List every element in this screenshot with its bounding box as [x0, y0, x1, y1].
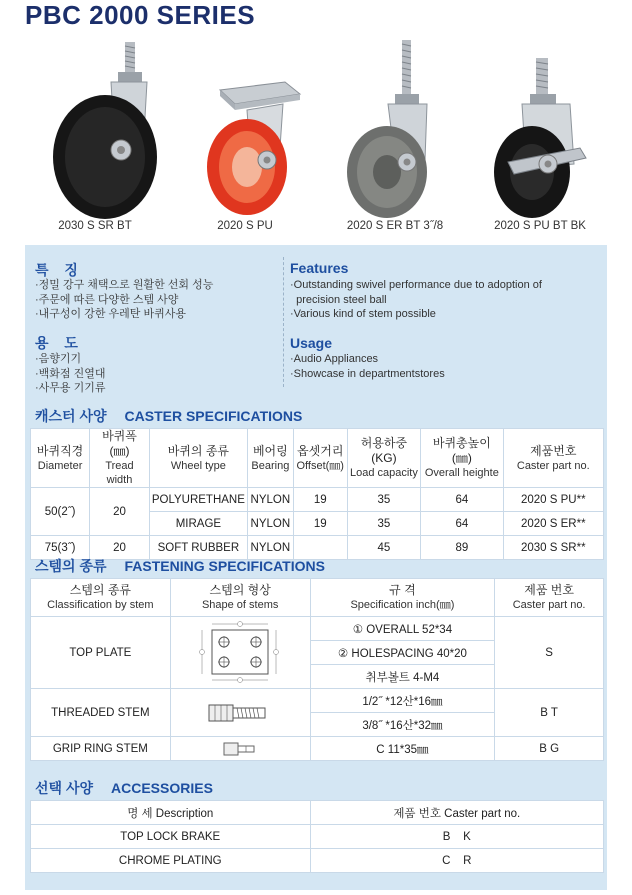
- cell-width: 20: [90, 488, 150, 536]
- list-item: precision steel ball: [290, 293, 387, 306]
- header-offset: 옵셋거리 Offset(㎜): [293, 429, 347, 488]
- table-row: [31, 849, 604, 873]
- threaded-stem-drawing-icon: [205, 701, 275, 725]
- cell-height: 64: [421, 512, 503, 536]
- caster-spec-title: [35, 406, 302, 426]
- product-2020-s-er-bt: [325, 32, 465, 242]
- cell-stem-shape: [170, 689, 310, 737]
- table-header-row: [31, 579, 604, 617]
- product-caption: 2030 S SR BT: [58, 220, 132, 232]
- table-header-row: [31, 801, 604, 825]
- cell-height: 64: [421, 488, 503, 512]
- caster-spec-title-ko: 캐스터 사양: [35, 408, 107, 424]
- table-row: [31, 488, 604, 512]
- fastening-spec-title-ko: 스템의 종류: [35, 558, 107, 574]
- cell-desc: TOP LOCK BRAKE: [31, 825, 311, 849]
- product-2020-s-pu-bt-bk: [470, 32, 610, 242]
- accessories-title-ko: 선택 사양: [35, 780, 93, 796]
- list-item: ·음향기기: [35, 353, 82, 365]
- header-tread-width: 바퀴폭(㎜) Tread width: [90, 429, 150, 488]
- header-classification: 스템의 종류 Classification by stem: [31, 579, 171, 617]
- features-ko-title: 특 징: [35, 262, 84, 278]
- cell-part: B G: [495, 737, 604, 761]
- features-en-list: [290, 278, 542, 322]
- header-part-no: 제품 번호 Caster part no.: [310, 801, 603, 825]
- fastening-spec-title-en: FASTENING SPECIFICATIONS: [124, 558, 325, 574]
- header-specification: 규 격 Specification inch(㎜): [310, 579, 495, 617]
- cell-stem-name: TOP PLATE: [31, 617, 171, 689]
- grip-ring-stem-drawing-icon: [220, 740, 260, 758]
- cell-offset: 19: [293, 512, 347, 536]
- cell-bearing: NYLON: [247, 512, 293, 536]
- fastening-spec-title: [35, 556, 325, 576]
- product-gallery: [25, 32, 607, 242]
- list-item: ·Outstanding swivel performance due to adoption of: [290, 279, 542, 291]
- caster-plate-red-image: [175, 32, 315, 242]
- list-item: ·주문에 따른 다양한 스템 사양: [35, 293, 179, 306]
- cell-desc: CHROME PLATING: [31, 849, 311, 873]
- cell-part: S: [495, 617, 604, 689]
- cell-part: 2020 S ER**: [503, 512, 603, 536]
- list-item: ·Various kind of stem possible: [290, 308, 436, 320]
- cell-part: C R: [310, 849, 603, 873]
- cell-part: B K: [310, 825, 603, 849]
- cell-stem-shape: [170, 617, 310, 689]
- product-caption: 2020 S PU BT BK: [494, 220, 586, 232]
- caster-spec-table: [30, 428, 604, 560]
- cell-part: 2030 S SR**: [503, 536, 603, 560]
- header-diameter: 바퀴직경 Diameter: [31, 429, 90, 488]
- table-header-row: [31, 429, 604, 488]
- usage-en-title: Usage: [290, 335, 333, 351]
- header-load: 허용하중(KG) Load capacity: [347, 429, 421, 488]
- table-row: [31, 825, 604, 849]
- cell-spec: C 11*35㎜: [310, 737, 495, 761]
- list-item: ·정밀 강구 채택으로 원활한 선회 성능: [35, 279, 214, 291]
- list-item: ·백화점 진열대: [35, 367, 106, 380]
- features-en-title: Features: [290, 260, 349, 276]
- caster-spec-title-en: CASTER SPECIFICATIONS: [124, 408, 303, 424]
- cell-spec: 3/8˝ *16산*32㎜: [310, 713, 495, 737]
- page-title: PBC 2000 SERIES: [25, 0, 256, 30]
- cell-diameter: 75(3˝): [31, 536, 90, 560]
- cell-spec: ① OVERALL 52*34: [310, 617, 495, 641]
- features-ko-list: [35, 278, 213, 322]
- header-description: 명 세 Description: [31, 801, 311, 825]
- list-item: ·Showcase in departmentstores: [290, 367, 445, 380]
- header-part-no: 제품번호 Caster part no.: [503, 429, 603, 488]
- cell-part: 2020 S PU**: [503, 488, 603, 512]
- cell-stem-shape: [170, 737, 310, 761]
- cell-part: B T: [495, 689, 604, 737]
- caster-threaded-black-image: [25, 32, 165, 242]
- top-plate-drawing-icon: [190, 620, 290, 686]
- cell-load: 35: [347, 512, 421, 536]
- table-row: [31, 617, 604, 641]
- usage-ko-list: [35, 352, 105, 396]
- usage-ko-title: 용 도: [35, 335, 84, 351]
- cell-wheel: POLYURETHANE: [149, 488, 247, 512]
- cell-spec: 취부볼트 4-M4: [310, 665, 495, 689]
- header-wheel-type: 바퀴의 종류 Wheel type: [149, 429, 247, 488]
- caster-threaded-grey-image: [325, 32, 465, 242]
- product-2030-s-sr-bt: [25, 32, 165, 242]
- product-caption: 2020 S PU: [217, 220, 273, 232]
- cell-bearing: NYLON: [247, 488, 293, 512]
- cell-load: 35: [347, 488, 421, 512]
- accessories-title-en: ACCESSORIES: [111, 780, 213, 796]
- cell-diameter: 50(2˝): [31, 488, 90, 536]
- usage-en-list: [290, 352, 445, 381]
- cell-stem-name: THREADED STEM: [31, 689, 171, 737]
- cell-stem-name: GRIP RING STEM: [31, 737, 171, 761]
- header-height: 바퀴총높이(㎜) Overall heighte: [421, 429, 503, 488]
- cell-width: 20: [90, 536, 150, 560]
- header-bearing: 베어링 Bearing: [247, 429, 293, 488]
- fastening-spec-table: [30, 578, 604, 761]
- product-2020-s-pu: [175, 32, 315, 242]
- header-part-no: 제품 번호 Caster part no.: [495, 579, 604, 617]
- list-item: ·내구성이 강한 우레탄 바퀴사용: [35, 308, 186, 320]
- cell-spec: ② HOLESPACING 40*20: [310, 641, 495, 665]
- header-shape: 스템의 형상 Shape of stems: [170, 579, 310, 617]
- cell-spec: 1/2˝ *12산*16㎜: [310, 689, 495, 713]
- table-row: [31, 689, 604, 713]
- column-divider: [283, 257, 284, 387]
- cell-bearing: NYLON: [247, 536, 293, 560]
- cell-wheel: SOFT RUBBER: [149, 536, 247, 560]
- table-row: [31, 737, 604, 761]
- caster-threaded-brake-image: [470, 32, 610, 242]
- cell-height: 89: [421, 536, 503, 560]
- list-item: ·사무용 기기류: [35, 382, 106, 394]
- cell-load: 45: [347, 536, 421, 560]
- accessories-title: [35, 778, 213, 798]
- list-item: ·Audio Appliances: [290, 353, 379, 365]
- cell-offset: 19: [293, 488, 347, 512]
- cell-wheel: MIRAGE: [149, 512, 247, 536]
- accessories-table: [30, 800, 604, 873]
- product-caption: 2020 S ER BT 3˝/8: [346, 220, 444, 232]
